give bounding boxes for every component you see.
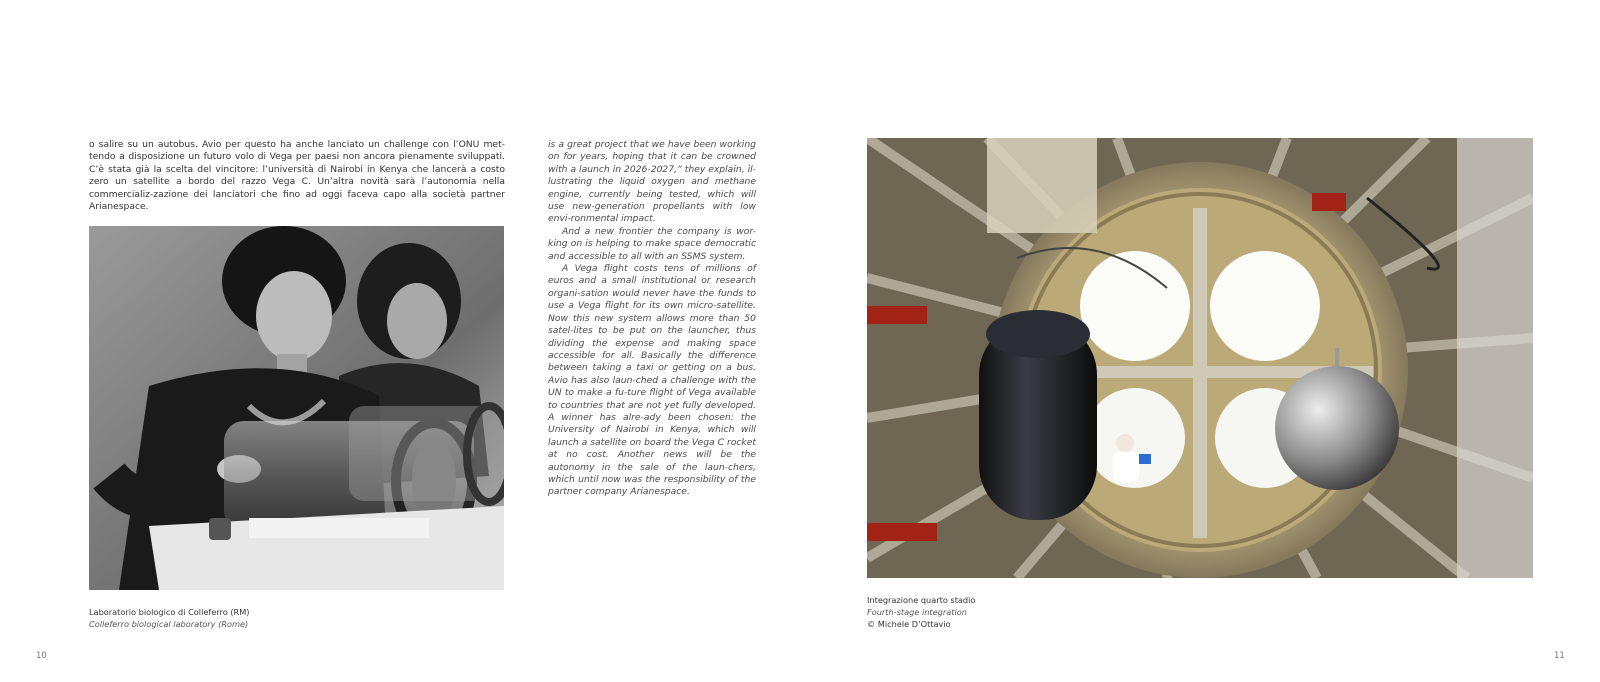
caption-italian: Integrazione quarto stadio bbox=[867, 595, 976, 605]
english-paragraph: A Vega flight costs tens of millions of euros and a small institutional or research organi-sation would never have the funds to use a Vega flight for its own micro-satellite. Now this new system allows more than 50 satel-lites to be put on the launcher, thus dividing the expense and making space accessible for all. Basically the difference between taking a taxi or getting on a bus. Avio has also laun-ched a challenge with the UN to make a fu-ture flight of Vega available to countries that are not yet fully developed. A winner has alre-ady been chosen: the University of Nairobi in Kenya, which will launch a satellite on board the Vega C rocket at no cost. Another news will be the autonomy in the sale of the laun-chers, which until now was the responsibility of the partner company Arianespace. bbox=[548, 263, 756, 498]
caption-english: Colleferro biological laboratory (Rome) bbox=[89, 619, 249, 630]
lab-photo bbox=[89, 226, 504, 590]
photo-credit: © Michele D’Ottavio bbox=[867, 619, 951, 630]
right-page bbox=[800, 0, 1600, 682]
italian-text-column: o salire su un autobus. Avio per questo ha anche lanciato un challenge con l’ONU met-tendo a disposizione un futuro volo di Vega per paesi non ancora pienamente sviluppati. C’è stata già la scelta del vincitore: l’università di Nairobi in Kenya che lancerà a costo zero un satellite a bordo del razzo Vega C. Un’altra novità sarà l’autonomia nella commercializ-zazione dei lanciatori che fino ad oggi faceva capo alla società partner Arianespace. bbox=[89, 139, 505, 213]
english-paragraph: And a new frontier the company is wor-king on is helping to make space democratic and accessible to all with an SSMS system. bbox=[548, 225, 756, 262]
page-number: 11 bbox=[1554, 651, 1565, 661]
page-number: 10 bbox=[36, 651, 47, 661]
caption-english: Fourth-stage integration bbox=[867, 607, 967, 618]
stage-integration-photo bbox=[867, 138, 1533, 578]
stage-photo-caption bbox=[867, 594, 1167, 631]
lab-photo-caption bbox=[89, 606, 389, 630]
english-text-column bbox=[548, 139, 756, 499]
caption-italian: Laboratorio biologico di Colleferro (RM) bbox=[89, 607, 250, 617]
english-paragraph: is a great project that we have been working on for years, hoping that it can be crowned with a launch in 2026-2027,” they explain, il-lustrating the liquid oxygen and methane engine, currently being tested, which will use new-generation propellants with low envi-ronmental impact. bbox=[548, 139, 756, 225]
